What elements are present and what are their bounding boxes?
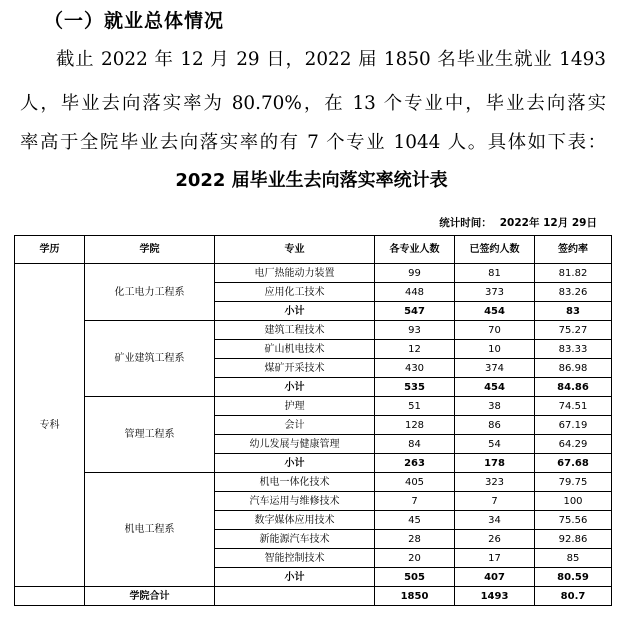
paragraph-line-3: 率高于全院毕业去向落实率的有 7 个专业 1044 人。具体如下表： [20,132,606,153]
subtotal-signed: 454 [455,302,535,321]
table-row [15,321,612,340]
subtotal-count: 263 [375,454,455,473]
count-cell: 448 [375,283,455,302]
subtotal-label: 小计 [215,454,375,473]
total-rate: 80.7 [535,587,612,606]
rate-cell: 64.29 [535,435,612,454]
subtotal-count: 535 [375,378,455,397]
rate-cell: 79.75 [535,473,612,492]
signed-cell: 323 [455,473,535,492]
major-cell: 建筑工程技术 [215,321,375,340]
signed-cell: 34 [455,511,535,530]
level-cell: 专科 [15,264,85,587]
rate-cell: 86.98 [535,359,612,378]
section-heading: （一）就业总体情况 [44,10,225,32]
signed-cell: 81 [455,264,535,283]
subtotal-label: 小计 [215,302,375,321]
subtotal-rate: 80.59 [535,568,612,587]
major-cell: 电厂热能动力装置 [215,264,375,283]
signed-cell: 7 [455,492,535,511]
subtotal-label: 小计 [215,378,375,397]
signed-cell: 86 [455,416,535,435]
signed-cell: 26 [455,530,535,549]
major-cell: 机电一体化技术 [215,473,375,492]
signed-cell: 17 [455,549,535,568]
major-cell: 汽车运用与维修技术 [215,492,375,511]
header-dept: 学院 [85,236,215,264]
header-major: 专业 [215,236,375,264]
rate-cell: 75.56 [535,511,612,530]
count-cell: 405 [375,473,455,492]
total-blank-cell [15,587,85,606]
signed-cell: 54 [455,435,535,454]
major-cell: 智能控制技术 [215,549,375,568]
count-cell: 84 [375,435,455,454]
header-signed: 已签约人数 [455,236,535,264]
count-cell: 128 [375,416,455,435]
employment-table [14,235,612,606]
paragraph-line-1: 截止 2022 年 12 月 29 日，2022 届 1850 名毕业生就业 1493 [56,49,606,70]
rate-cell: 83.26 [535,283,612,302]
dept-cell: 管理工程系 [85,397,215,473]
stat-date: 2022年 12月 29日 [499,217,597,229]
table-row [15,397,612,416]
count-cell: 51 [375,397,455,416]
total-signed: 1493 [455,587,535,606]
subtotal-rate: 83 [535,302,612,321]
total-row [15,587,612,606]
header-rate: 签约率 [535,236,612,264]
count-cell: 93 [375,321,455,340]
table-title: 2022 届毕业生去向落实率统计表 [175,170,448,191]
table-header-row [15,236,612,264]
dept-cell: 化工电力工程系 [85,264,215,321]
dept-cell: 机电工程系 [85,473,215,587]
rate-cell: 100 [535,492,612,511]
stat-label: 统计时间： [439,217,492,229]
subtotal-rate: 67.68 [535,454,612,473]
rate-cell: 81.82 [535,264,612,283]
rate-cell: 74.51 [535,397,612,416]
subtotal-signed: 178 [455,454,535,473]
signed-cell: 374 [455,359,535,378]
total-count: 1850 [375,587,455,606]
table-row [15,473,612,492]
table-row [15,264,612,283]
signed-cell: 70 [455,321,535,340]
count-cell: 7 [375,492,455,511]
major-cell: 矿山机电技术 [215,340,375,359]
major-cell: 数字媒体应用技术 [215,511,375,530]
total-blank-cell [215,587,375,606]
total-label: 学院合计 [85,587,215,606]
count-cell: 45 [375,511,455,530]
signed-cell: 373 [455,283,535,302]
major-cell: 会计 [215,416,375,435]
major-cell: 新能源汽车技术 [215,530,375,549]
count-cell: 430 [375,359,455,378]
subtotal-signed: 407 [455,568,535,587]
subtotal-count: 505 [375,568,455,587]
rate-cell: 85 [535,549,612,568]
signed-cell: 10 [455,340,535,359]
rate-cell: 67.19 [535,416,612,435]
subtotal-label: 小计 [215,568,375,587]
count-cell: 20 [375,549,455,568]
count-cell: 99 [375,264,455,283]
subtotal-count: 547 [375,302,455,321]
header-level: 学历 [15,236,85,264]
table-body [15,264,612,606]
subtotal-signed: 454 [455,378,535,397]
dept-cell: 矿业建筑工程系 [85,321,215,397]
signed-cell: 38 [455,397,535,416]
major-cell: 煤矿开采技术 [215,359,375,378]
subtotal-rate: 84.86 [535,378,612,397]
rate-cell: 83.33 [535,340,612,359]
major-cell: 幼儿发展与健康管理 [215,435,375,454]
paragraph-line-2: 人，毕业去向落实率为 80.70%，在 13 个专业中，毕业去向落实 [20,93,606,114]
statistics-time [439,215,597,230]
major-cell: 应用化工技术 [215,283,375,302]
rate-cell: 92.86 [535,530,612,549]
header-count: 各专业人数 [375,236,455,264]
count-cell: 12 [375,340,455,359]
count-cell: 28 [375,530,455,549]
rate-cell: 75.27 [535,321,612,340]
major-cell: 护理 [215,397,375,416]
